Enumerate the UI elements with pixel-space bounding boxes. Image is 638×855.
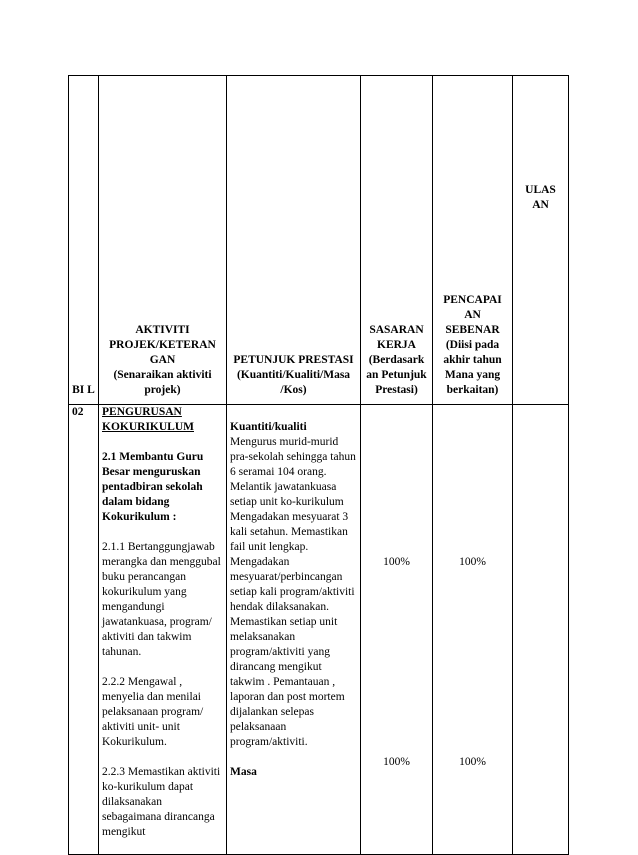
row-bil-value: 02 [72, 406, 84, 418]
header-pencapaian-label: PENCAPAI AN SEBENAR [443, 294, 502, 336]
row-masa-heading: Masa [230, 766, 257, 778]
row-sub-heading: 2.1 Membantu Guru Besar menguruskan pentadbiran sekolah dalam bidang Kokurikulum : [102, 451, 204, 523]
row-ulasan [513, 405, 569, 855]
row-kuantiti-heading: Kuantiti/kualiti [230, 421, 307, 433]
row-kuantiti-text: Mengurus murid-murid pra-sekolah sehingga tahun 6 seramai 104 orang. Melantik jawatankuasa setiap unit ko-kurikulum Mengadakan mesyuarat 3 kali setahun. Memastikan fail unit lengkap. Mengadakan mesyuarat/perbincangan setiap kali program/aktiviti hendak dilaksanakan. Memastikan setiap unit melaksanakan program/aktiviti yang dirancang mengikut takwim . Pemantauan , laporan dan post mortem dijalankan selepas pelaksanaan program/aktiviti. [230, 436, 356, 748]
row-item-3: 2.2.3 Memastikan aktiviti ko-kurikulum dapat dilaksanakan sebagaimana dirancanga mengikut [102, 766, 221, 838]
header-pencapaian [433, 76, 513, 405]
performance-table [68, 75, 569, 855]
header-aktiviti [99, 76, 227, 405]
row-pencapaian-1: 100% [459, 556, 486, 568]
row-pencapaian [433, 405, 513, 855]
header-petunjuk [227, 76, 361, 405]
row-pencapaian-2: 100% [459, 756, 486, 768]
header-sasaran-label: SASARAN KERJA (Berdasark an Petunjuk Prestasi) [366, 324, 427, 396]
header-bil-label: BI L [72, 384, 95, 396]
row-item-2: 2.2.2 Mengawal , menyelia dan menilai pelaksanaan program/ aktiviti unit- unit Kokurikulum. [102, 676, 204, 748]
header-bil [69, 76, 99, 405]
row-aktiviti [99, 405, 227, 855]
header-aktiviti-note: (Senaraikan aktiviti projek) [113, 369, 212, 396]
row-item-1: 2.1.1 Bertanggungjawab merangka dan menggubal buku perancangan kokurikulum yang mengandungi jawatankuasa, program/ aktiviti dan takwim tahunan. [102, 541, 221, 658]
row-sasaran-1: 100% [383, 556, 410, 568]
row-bil [69, 405, 99, 855]
header-sasaran [361, 76, 433, 405]
header-ulasan-label: ULAS AN [525, 184, 556, 211]
header-pencapaian-note: (Diisi pada akhir tahun Mana yang berkaitan) [443, 339, 502, 396]
row-sasaran [361, 405, 433, 855]
table-row [69, 405, 569, 855]
row-sasaran-2: 100% [383, 756, 410, 768]
row-petunjuk [227, 405, 361, 855]
header-petunjuk-label: PETUNJUK PRESTASI (Kuantiti/Kualiti/Masa /Kos) [233, 354, 354, 396]
row-title: PENGURUSAN KOKURIKULUM [102, 406, 194, 433]
header-row [69, 76, 569, 405]
header-aktiviti-label: AKTIVITI PROJEK/KETERAN GAN [109, 324, 216, 366]
header-ulasan [513, 76, 569, 405]
